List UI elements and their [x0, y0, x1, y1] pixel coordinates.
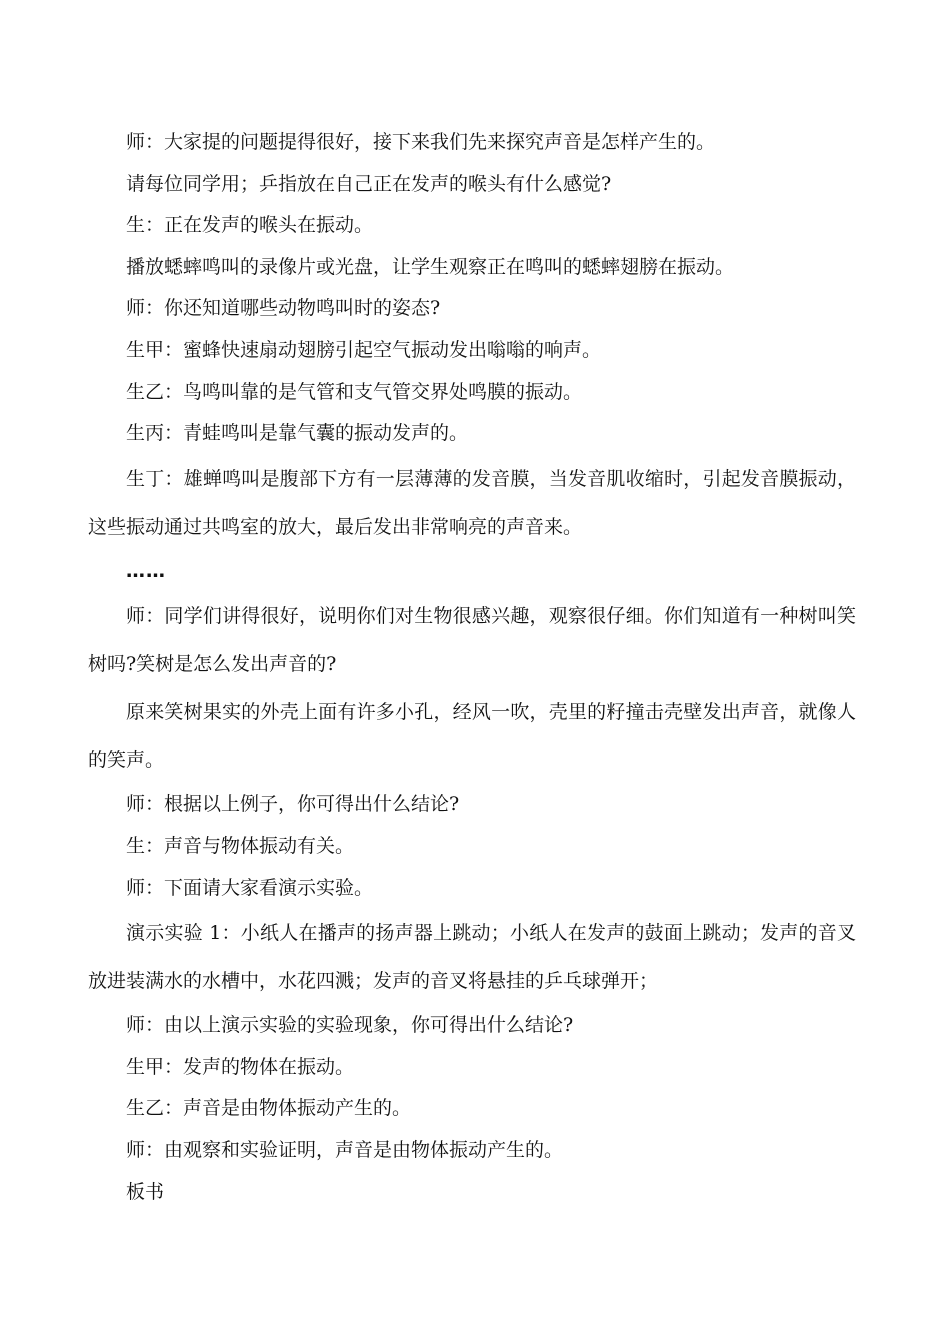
paragraph: 师：大家提的问题提得很好，接下来我们先来探究声音是怎样产生的。: [126, 131, 716, 153]
document-body: [88, 122, 856, 1213]
paragraph: 生丁：雄蝉鸣叫是腹部下方有一层薄薄的发音膜，当发音肌收缩时，引起发音膜振动，这些振动通过共鸣室的放大，最后发出非常响亮的声音来。: [88, 467, 856, 538]
paragraph: 板书: [126, 1180, 165, 1203]
paragraph: 师：同学们讲得很好，说明你们对生物很感兴趣，观察很仔细。你们知道有一种树叫笑树吗?笑树是怎么发出声音的?: [88, 605, 856, 676]
paragraph: 生：声音与物体振动有关。: [126, 834, 355, 857]
paragraph: 师：你还知道哪些动物鸣叫时的姿态?: [126, 297, 441, 320]
paragraph: 生丙：青蛙鸣叫是靠气囊的振动发声的。: [126, 422, 469, 445]
paragraph: 请每位同学用；乒指放在自己正在发声的喉头有什么感觉?: [126, 172, 612, 195]
paragraph: 师：由以上演示实验的实验现象，你可得出什么结论?: [126, 1014, 574, 1037]
paragraph: 生甲：蜜蜂快速扇动翅膀引起空气振动发出嗡嗡的响声。: [126, 338, 602, 361]
ellipsis-paragraph: ……: [126, 559, 166, 582]
paragraph: 演示实验 1：小纸人在播声的扬声器上跳动；小纸人在发声的鼓面上跳动；发声的音叉放进装满水的水槽中，水花四溅；发声的音叉将悬挂的乒乓球弹开；: [88, 922, 856, 993]
paragraph: 播放蟋蟀鸣叫的录像片或光盘，让学生观察正在鸣叫的蟋蟀翅膀在振动。: [126, 255, 735, 278]
paragraph: 生甲：发声的物体在振动。: [126, 1055, 355, 1078]
paragraph: 生乙：声音是由物体振动产生的。: [126, 1097, 412, 1120]
paragraph: 师：下面请大家看演示实验。: [126, 876, 374, 899]
paragraph: 原来笑树果实的外壳上面有许多小孔，经风一吹，壳里的籽撞击壳壁发出声音，就像人的笑声。: [88, 701, 856, 772]
paragraph: 生：正在发声的喉头在振动。: [126, 214, 374, 237]
paragraph: 师：由观察和实验证明，声音是由物体振动产生的。: [126, 1138, 564, 1161]
paragraph: 生乙：鸟鸣叫靠的是气管和支气管交界处鸣膜的振动。: [126, 380, 583, 403]
paragraph: 师：根据以上例子，你可得出什么结论?: [126, 793, 460, 816]
